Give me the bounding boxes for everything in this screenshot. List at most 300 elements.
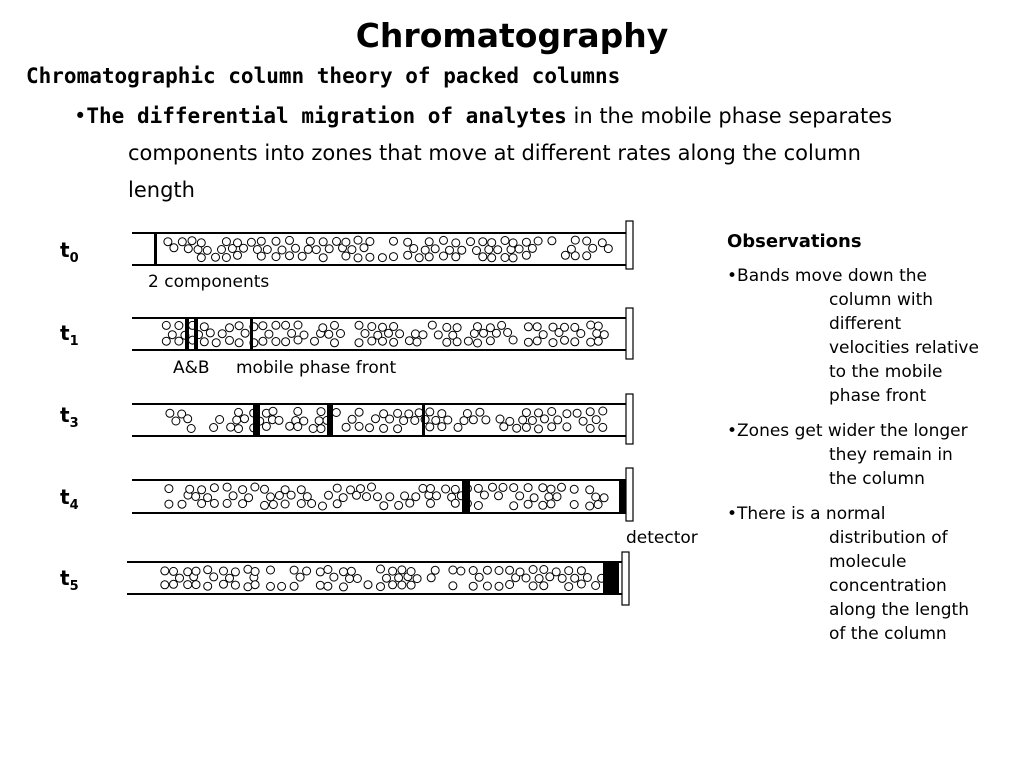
packing-particle <box>443 338 451 346</box>
packing-particle <box>547 500 555 508</box>
packing-particle <box>410 245 418 253</box>
packing-particle <box>319 502 327 510</box>
packing-particle <box>269 501 277 509</box>
packing-particle <box>453 324 461 332</box>
packing-particle <box>583 237 591 245</box>
packing-particle <box>404 238 412 246</box>
packing-particle <box>368 337 376 345</box>
packing-particle <box>366 424 374 432</box>
packing-particle <box>235 425 243 433</box>
packing-particle <box>530 494 538 502</box>
packing-particle <box>592 493 600 501</box>
packing-particle <box>558 483 566 491</box>
packing-particle <box>294 321 302 329</box>
packing-particle <box>340 568 348 576</box>
packing-particle <box>510 502 518 510</box>
packing-particle <box>377 583 385 591</box>
packing-particle <box>440 252 448 260</box>
packing-particle <box>360 244 368 252</box>
packing-particle <box>405 337 413 345</box>
packing-particle <box>483 582 491 590</box>
packing-particle <box>339 494 347 502</box>
packing-particle <box>398 566 406 574</box>
packing-particle <box>287 491 295 499</box>
packing-particle <box>368 483 376 491</box>
packing-particle <box>286 422 294 430</box>
packing-particle <box>366 238 374 246</box>
packing-particle <box>390 237 398 245</box>
packing-particle <box>162 321 170 329</box>
packing-particle <box>216 416 224 424</box>
packing-particle <box>197 254 205 262</box>
packing-particle <box>524 338 532 346</box>
packing-particle <box>319 324 327 332</box>
observation-item: •Zones get wider the longer they remain in the column <box>727 421 968 489</box>
packing-particle <box>162 337 170 345</box>
packing-particle <box>427 485 435 493</box>
packing-particle <box>474 484 482 492</box>
packing-particle <box>226 324 234 332</box>
packing-particle <box>413 575 421 583</box>
packing-particle <box>449 566 457 574</box>
packing-particle <box>431 566 439 574</box>
packing-particle <box>594 337 602 345</box>
packing-particle <box>278 582 286 590</box>
packing-particle <box>577 330 585 338</box>
packing-particle <box>533 337 541 345</box>
packing-particle <box>390 338 398 346</box>
packing-particle <box>600 494 608 502</box>
packing-particle <box>426 423 434 431</box>
packing-particle <box>583 252 591 260</box>
packing-particle <box>457 567 465 575</box>
packing-particle <box>506 581 514 589</box>
packing-particle <box>324 582 332 590</box>
packing-particle <box>247 238 255 246</box>
mobile-phase-front-label: mobile phase front <box>236 358 397 378</box>
packing-particle <box>509 239 517 247</box>
packing-particle <box>451 485 459 493</box>
packing-particle <box>522 423 530 431</box>
packing-particle <box>586 408 594 416</box>
packing-particle <box>325 245 333 253</box>
ab-label: A&B <box>173 358 210 378</box>
packing-particle <box>535 575 543 583</box>
packing-particle <box>304 245 312 253</box>
packing-particle <box>324 566 332 574</box>
packing-particle <box>474 323 482 331</box>
packing-particle <box>267 493 275 501</box>
packing-particle <box>482 416 490 424</box>
packing-particle <box>292 244 300 252</box>
packing-particle <box>383 574 391 582</box>
packing-particle <box>405 410 413 418</box>
packing-particle <box>204 566 212 574</box>
packing-particle <box>308 500 316 508</box>
packing-particle <box>226 336 234 344</box>
packing-particle <box>222 254 230 262</box>
packing-particle <box>361 330 369 338</box>
packing-particle <box>235 408 243 416</box>
packing-particle <box>524 500 532 508</box>
packing-particle <box>586 486 594 494</box>
packing-particle <box>565 567 573 575</box>
packing-particle <box>257 252 265 260</box>
packing-particle <box>311 337 319 345</box>
packing-particle <box>235 322 243 330</box>
packing-particle <box>561 336 569 344</box>
packing-particle <box>400 417 408 425</box>
packing-particle <box>522 238 530 246</box>
packing-particle <box>469 416 477 424</box>
packing-particle <box>561 251 569 259</box>
packing-particle <box>192 567 200 575</box>
packing-particle <box>290 582 298 590</box>
packing-particle <box>474 339 482 347</box>
packing-particle <box>325 330 333 338</box>
column-end-cap <box>626 468 633 521</box>
packing-particle <box>312 246 320 254</box>
packing-particle <box>554 416 562 424</box>
packing-particle <box>577 567 585 575</box>
packing-particle <box>570 485 578 493</box>
packing-particle <box>306 237 314 245</box>
packing-particle <box>573 409 581 417</box>
packing-particle <box>220 567 228 575</box>
packing-particle <box>438 410 446 418</box>
packing-particle <box>286 252 294 260</box>
packing-particle <box>316 581 324 589</box>
packing-particle <box>261 485 269 493</box>
packing-particle <box>449 582 457 590</box>
packing-particle <box>571 323 579 331</box>
packing-particle <box>210 424 218 432</box>
packing-particle <box>513 424 521 432</box>
analyte-band <box>462 480 470 513</box>
packing-particle <box>187 425 195 433</box>
packing-particle <box>406 499 414 507</box>
packing-particle <box>222 238 230 246</box>
packing-particle <box>528 417 536 425</box>
packing-particle <box>496 415 504 423</box>
packing-particle <box>394 409 402 417</box>
packing-particle <box>401 492 409 500</box>
packing-particle <box>235 339 243 347</box>
packing-particle <box>516 492 524 500</box>
packing-particle <box>337 330 345 338</box>
packing-particle <box>506 566 514 574</box>
observation-item: •There is a normal distribution of molecule concentration along the length of the column <box>727 504 970 644</box>
packing-particle <box>558 574 566 582</box>
packing-particle <box>522 409 530 417</box>
packing-particle <box>355 408 363 416</box>
packing-particle <box>186 485 194 493</box>
packing-particle <box>500 423 508 431</box>
packing-particle <box>586 502 594 510</box>
packing-particle <box>438 423 446 431</box>
packing-particle <box>501 237 509 245</box>
packing-particle <box>483 566 491 574</box>
packing-particle <box>463 410 471 418</box>
packing-particle <box>200 323 208 331</box>
packing-particle <box>317 408 325 416</box>
packing-particle <box>495 567 503 575</box>
packing-particle <box>494 246 502 254</box>
packing-particle <box>317 425 325 433</box>
packing-particle <box>347 567 355 575</box>
packing-particle <box>444 416 452 424</box>
packing-particle <box>593 329 601 337</box>
packing-particle <box>355 321 363 329</box>
packing-particle <box>592 582 600 590</box>
packing-particle <box>533 323 541 331</box>
packing-particle <box>298 252 306 260</box>
packing-particle <box>175 337 183 345</box>
packing-particle <box>178 238 186 246</box>
packing-particle <box>342 423 350 431</box>
packing-particle <box>519 416 527 424</box>
packing-particle <box>175 322 183 330</box>
packing-particle <box>386 415 394 423</box>
packing-particle <box>170 567 178 575</box>
packing-particle <box>495 492 503 500</box>
packing-particle <box>534 237 542 245</box>
time-label-t5: $t_5$ <box>60 566 79 594</box>
packing-particle <box>184 415 192 423</box>
packing-particle <box>275 416 283 424</box>
packing-particle <box>188 237 196 245</box>
bullet-line1-rest: in the mobile phase separates <box>566 104 893 128</box>
packing-particle <box>315 417 323 425</box>
packing-particle <box>355 339 363 347</box>
packing-particle <box>378 254 386 262</box>
packing-particle <box>272 237 280 245</box>
packing-particle <box>407 581 415 589</box>
packing-particle <box>592 416 600 424</box>
packing-particle <box>599 407 607 415</box>
packing-particle <box>476 408 484 416</box>
packing-particle <box>166 409 174 417</box>
packing-particle <box>535 409 543 417</box>
packing-particle <box>263 246 271 254</box>
packing-particle <box>353 575 361 583</box>
packing-particle <box>389 581 397 589</box>
packing-particle <box>342 252 350 260</box>
packing-particle <box>586 424 594 432</box>
packing-particle <box>395 501 403 509</box>
packing-particle <box>333 484 341 492</box>
packing-particle <box>563 410 571 418</box>
packing-particle <box>488 254 496 262</box>
packing-particle <box>184 245 192 253</box>
packing-particle <box>440 236 448 244</box>
packing-particle <box>332 409 340 417</box>
analyte-band <box>154 233 157 265</box>
packing-particle <box>396 330 404 338</box>
packing-particle <box>331 321 339 329</box>
components-label: 2 components <box>148 272 270 292</box>
packing-particle <box>385 329 393 337</box>
packing-particle <box>509 336 517 344</box>
packing-particle <box>411 330 419 338</box>
packing-particle <box>368 323 376 331</box>
packing-particle <box>469 582 477 590</box>
column-end-cap <box>622 552 629 605</box>
packing-particle <box>433 492 441 500</box>
packing-particle <box>333 500 341 508</box>
packing-particle <box>176 574 184 582</box>
packing-particle <box>412 493 420 501</box>
packing-particle <box>415 254 423 262</box>
packing-particle <box>453 338 461 346</box>
packing-particle <box>294 407 302 415</box>
packing-particle <box>528 244 536 252</box>
packing-particle <box>571 252 579 260</box>
packing-particle <box>442 485 450 493</box>
bullet-bold-text: The differential migration of analytes <box>86 104 567 128</box>
packing-particle <box>210 499 218 507</box>
packing-particle <box>577 580 585 588</box>
packing-particle <box>240 244 248 252</box>
packing-particle <box>218 330 226 338</box>
packing-particle <box>286 236 294 244</box>
packing-particle <box>281 500 289 508</box>
packing-particle <box>540 582 548 590</box>
packing-particle <box>161 581 169 589</box>
packing-particle <box>524 323 532 331</box>
packing-particle <box>363 493 371 501</box>
packing-particle <box>432 416 440 424</box>
packing-particle <box>265 330 273 338</box>
packing-particle <box>348 246 356 254</box>
packing-particle <box>499 483 507 491</box>
packing-particle <box>524 484 532 492</box>
packing-particle <box>553 493 561 501</box>
packing-particle <box>269 407 277 415</box>
packing-particle <box>479 238 487 246</box>
packing-particle <box>380 502 388 510</box>
packing-particle <box>473 247 481 255</box>
packing-particle <box>501 254 509 262</box>
packing-particle <box>259 322 267 330</box>
packing-particle <box>303 567 311 575</box>
packing-particle <box>226 574 234 582</box>
packing-particle <box>486 337 494 345</box>
analyte-band <box>194 318 198 350</box>
packing-particle <box>443 323 451 331</box>
packing-particle <box>467 238 475 246</box>
analyte-band <box>250 318 253 350</box>
packing-particle <box>561 323 569 331</box>
observations-panel <box>727 230 1017 657</box>
detector-label: detector <box>626 528 698 548</box>
column-end-cap <box>626 221 633 269</box>
subtitle: Chromatographic column theory of packed columns <box>26 64 621 88</box>
bullet-line2: components into zones that move at different rates along the column <box>128 141 861 165</box>
packing-particle <box>257 237 265 245</box>
packing-particle <box>394 425 402 433</box>
packing-particle <box>203 246 211 254</box>
packing-particle <box>522 251 530 259</box>
packing-particle <box>223 499 231 507</box>
packing-particle <box>172 417 180 425</box>
packing-particle <box>251 581 259 589</box>
packing-particle <box>372 415 380 423</box>
packing-particle <box>297 500 305 508</box>
time-label-t0: $t_0$ <box>60 238 79 266</box>
packing-particle <box>419 331 427 339</box>
packing-particle <box>599 423 607 431</box>
page-title: Chromatography <box>355 16 669 55</box>
packing-particle <box>587 338 595 346</box>
packing-particle <box>492 329 500 337</box>
packing-particle <box>452 253 460 261</box>
packing-particle <box>206 329 214 337</box>
packing-particle <box>451 499 459 507</box>
packing-particle <box>184 581 192 589</box>
detector-band <box>603 562 619 594</box>
packing-particle <box>504 329 512 337</box>
packing-particle <box>290 566 298 574</box>
packing-particle <box>278 246 286 254</box>
packing-particle <box>272 253 280 261</box>
packing-particle <box>583 574 591 582</box>
observation-item: •Bands move down the column with different velocities relative to the mobile phase front <box>727 266 979 406</box>
packing-particle <box>571 574 579 582</box>
packing-particle <box>469 567 477 575</box>
packing-particle <box>589 244 597 252</box>
packing-particle <box>552 568 560 576</box>
packing-particle <box>587 321 595 329</box>
packing-particle <box>239 500 247 508</box>
packing-particle <box>539 331 547 339</box>
packing-particle <box>241 415 249 423</box>
packing-particle <box>197 239 205 247</box>
analyte-band <box>185 318 189 350</box>
column-end-cap <box>626 308 633 359</box>
packing-particle <box>239 486 247 494</box>
packing-particle <box>342 238 350 246</box>
time-label-t1: $t_1$ <box>60 321 79 349</box>
packing-particle <box>458 246 466 254</box>
packing-particle <box>233 416 241 424</box>
packing-particle <box>407 568 415 576</box>
packing-particle <box>251 568 259 576</box>
packing-particle <box>425 253 433 261</box>
packing-particle <box>428 321 436 329</box>
packing-particle <box>419 484 427 492</box>
packing-particle <box>231 581 239 589</box>
time-label-t4: $t_4$ <box>60 485 79 513</box>
packing-particle <box>495 582 503 590</box>
packing-particle <box>294 423 302 431</box>
packing-particle <box>563 423 571 431</box>
packing-particle <box>161 567 169 575</box>
packing-particle <box>272 338 280 346</box>
packing-particle <box>434 331 442 339</box>
observations-heading: Observations <box>727 231 862 252</box>
packing-particle <box>261 501 269 509</box>
packing-particle <box>170 244 178 252</box>
packing-particle <box>535 425 543 433</box>
packing-particle <box>464 337 472 345</box>
packing-particle <box>386 493 394 501</box>
packing-particle <box>319 238 327 246</box>
packing-particle <box>297 486 305 494</box>
packing-particle <box>540 566 548 574</box>
packing-particle <box>398 581 406 589</box>
packing-particle <box>425 238 433 246</box>
